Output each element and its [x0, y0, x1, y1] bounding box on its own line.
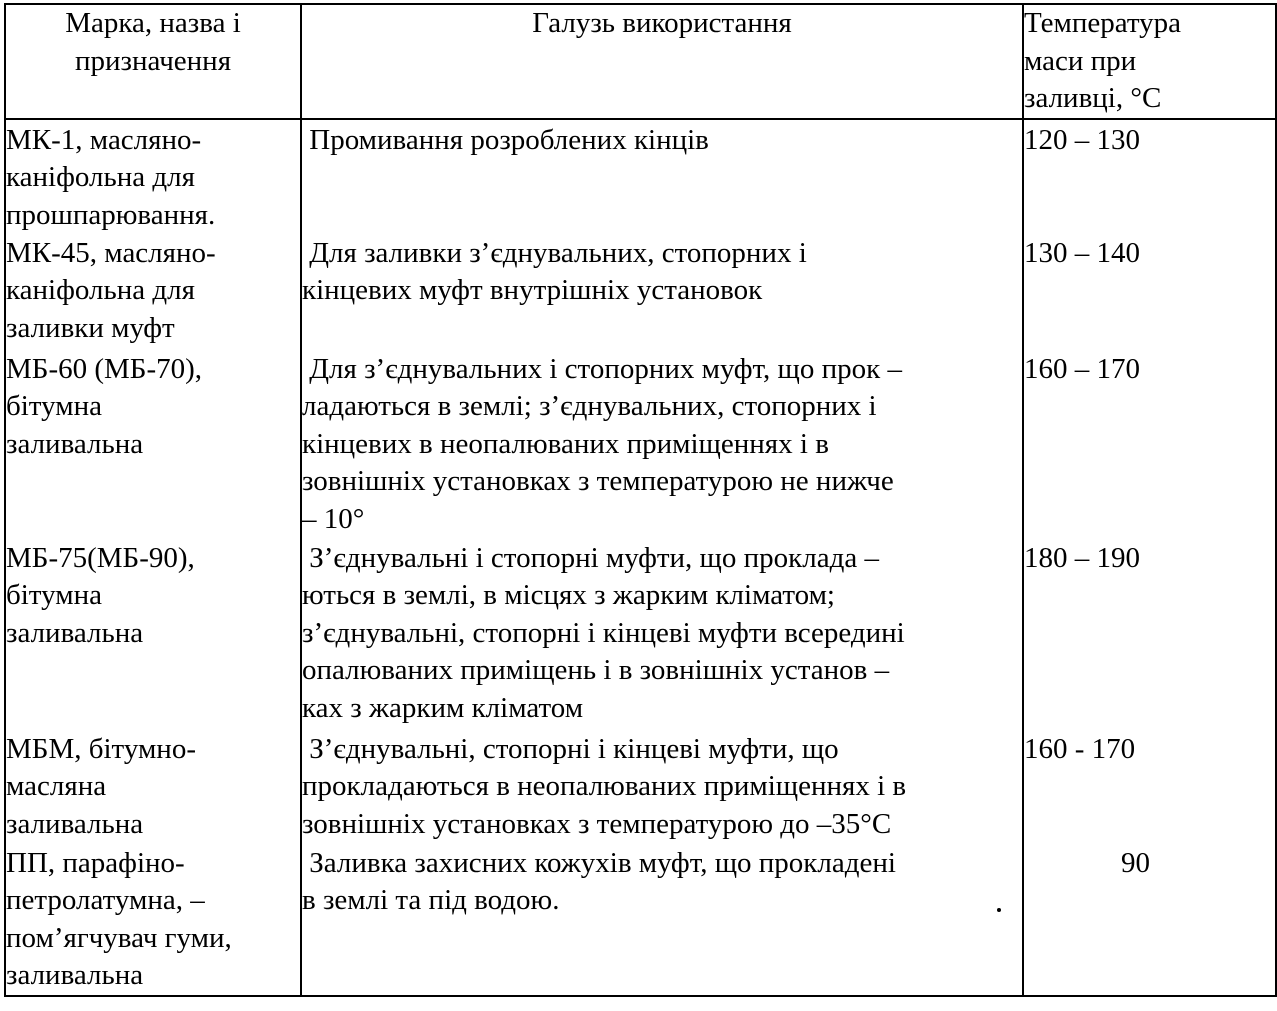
- cell-temp: 180 – 190: [1023, 540, 1276, 731]
- header-temp: Температура маси при заливці, °С: [1023, 4, 1276, 119]
- header-field: Галузь використання: [301, 4, 1023, 119]
- header-mark: Марка, назва і призначення: [5, 4, 301, 119]
- table-row: [5, 731, 1276, 845]
- cell-mark: МБ-75(МБ-90), бітумна заливальна: [5, 540, 301, 731]
- table-row: [5, 540, 1276, 731]
- scan-speck: [997, 908, 1001, 912]
- cell-field: Промивання розроблених кінців: [301, 119, 1023, 235]
- cell-field: З’єднувальні, стопорні і кінцеві муфти, що прокладаються в неопалюваних приміщеннях і в зовнішніх установках з температурою до –35°С: [301, 731, 1023, 845]
- compound-table: [4, 3, 1277, 997]
- cell-field: Заливка захисних кожухів муфт, що прокладені в землі та під водою.: [301, 845, 1023, 996]
- table-row: [5, 351, 1276, 540]
- cell-field: З’єднувальні і стопорні муфти, що проклада – ються в землі, в місцях з жарким кліматом; з’єднувальні, стопорні і кінцеві муфти всередині опалюваних приміщень і в зовнішніх установ – ках з жарким кліматом: [301, 540, 1023, 731]
- table-row: [5, 119, 1276, 235]
- cell-field: Для заливки з’єднувальних, стопорних і кінцевих муфт внутрішніх установок: [301, 235, 1023, 351]
- cell-temp: 160 – 170: [1023, 351, 1276, 540]
- cell-temp: 90: [1023, 845, 1276, 996]
- cell-mark: ПП, парафіно- петролатумна, – пом’ягчувач гуми, заливальна: [5, 845, 301, 996]
- cell-mark: МК-1, масляно- каніфольна для прошпарювання.: [5, 119, 301, 235]
- table-row: [5, 845, 1276, 996]
- cell-mark: МК-45, масляно- каніфольна для заливки муфт: [5, 235, 301, 351]
- cell-temp: 160 - 170: [1023, 731, 1276, 845]
- cell-temp: 130 – 140: [1023, 235, 1276, 351]
- table-header-row: [5, 4, 1276, 119]
- cell-field: Для з’єднувальних і стопорних муфт, що прок – ладаються в землі; з’єднувальних, стопорних і кінцевих в неопалюваних приміщеннях і в зовнішніх установках з температурою не нижче – 10°: [301, 351, 1023, 540]
- cell-mark: МБ-60 (МБ-70), бітумна заливальна: [5, 351, 301, 540]
- cell-temp: 120 – 130: [1023, 119, 1276, 235]
- table-row: [5, 235, 1276, 351]
- cell-mark: МБМ, бітумно- масляна заливальна: [5, 731, 301, 845]
